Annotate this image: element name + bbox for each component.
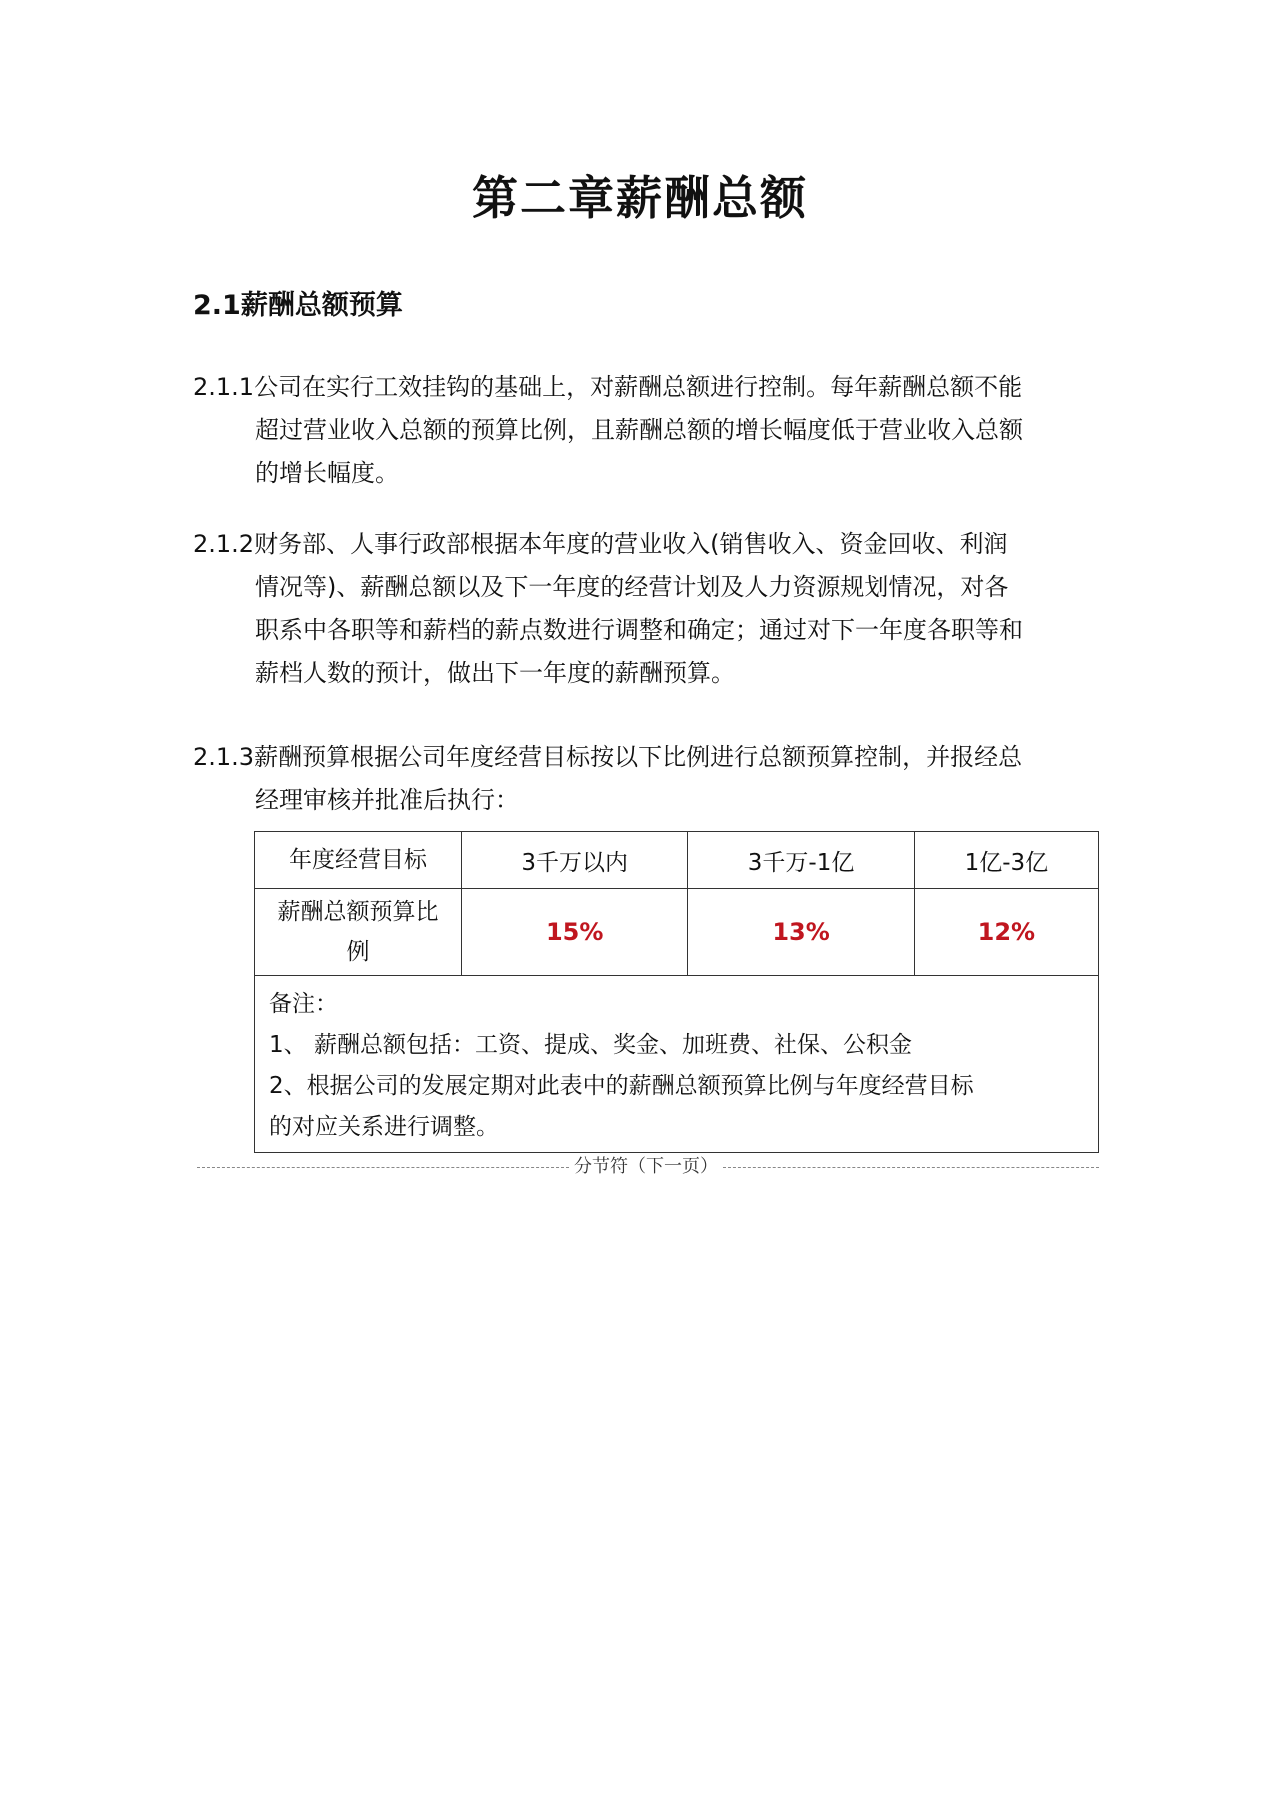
section-break-dash	[723, 1167, 1099, 1168]
note-line: 2、根据公司的发展定期对此表中的薪酬总额预算比例与年度经营目标	[269, 1073, 974, 1099]
ratio-label-line: 薪酬总额预算比	[277, 899, 439, 925]
table-row	[255, 832, 1099, 889]
ratio-value-cell: 12%	[914, 889, 1098, 976]
ratio-value-cell: 15%	[462, 889, 688, 976]
paragraph-line: 情况等)、薪酬总额以及下一年度的经营计划及人力资源规划情况，对各	[255, 573, 1009, 601]
paragraph-line: 公司在实行工效挂钩的基础上，对薪酬总额进行控制。每年薪酬总额不能	[254, 373, 1023, 401]
note-line: 备注：	[269, 991, 338, 1017]
section-break-label: 分节符（下一页）	[574, 1156, 718, 1177]
paragraph-line: 薪档人数的预计，做出下一年度的薪酬预算。	[255, 659, 735, 687]
table-row	[255, 889, 1099, 976]
table-row	[255, 976, 1099, 1153]
paragraph-number: 2.1.1	[193, 373, 255, 401]
paragraph-number: 2.1.2	[193, 530, 255, 558]
column-header-cell: 3千万-1亿	[688, 832, 914, 889]
column-header-cell: 1亿-3亿	[914, 832, 1098, 889]
section-break-dash	[197, 1167, 569, 1168]
header-label-cell: 年度经营目标	[255, 832, 462, 889]
notes-cell	[255, 976, 1099, 1153]
ratio-value-cell: 13%	[688, 889, 914, 976]
chapter-title: 第二章薪酬总额	[472, 171, 808, 225]
paragraph-2-1-2	[193, 523, 1093, 695]
paragraph-line: 薪酬预算根据公司年度经营目标按以下比例进行总额预算控制，并报经总	[254, 743, 1023, 771]
section-heading: 2.1薪酬总额预算	[193, 290, 403, 321]
paragraph-line: 的增长幅度。	[255, 459, 399, 487]
paragraph-number: 2.1.3	[193, 743, 255, 771]
section-break	[197, 1156, 1099, 1178]
paragraph-2-1-3	[193, 736, 1093, 822]
paragraph-line: 超过营业收入总额的预算比例，且薪酬总额的增长幅度低于营业收入总额	[255, 416, 1023, 444]
note-line: 的对应关系进行调整。	[269, 1114, 499, 1140]
ratio-label-line: 例	[346, 939, 370, 965]
paragraph-line: 财务部、人事行政部根据本年度的营业收入(销售收入、资金回收、利润	[254, 530, 1008, 558]
paragraph-line: 职系中各职等和薪档的薪点数进行调整和确定；通过对下一年度各职等和	[255, 616, 1023, 644]
column-header-cell: 3千万以内	[462, 832, 688, 889]
budget-ratio-table	[254, 831, 1099, 1153]
paragraph-2-1-1	[193, 366, 1093, 495]
note-line: 1、 薪酬总额包括：工资、提成、奖金、加班费、社保、公积金	[269, 1032, 912, 1058]
ratio-label-cell	[255, 889, 462, 976]
paragraph-line: 经理审核并批准后执行：	[255, 786, 519, 814]
